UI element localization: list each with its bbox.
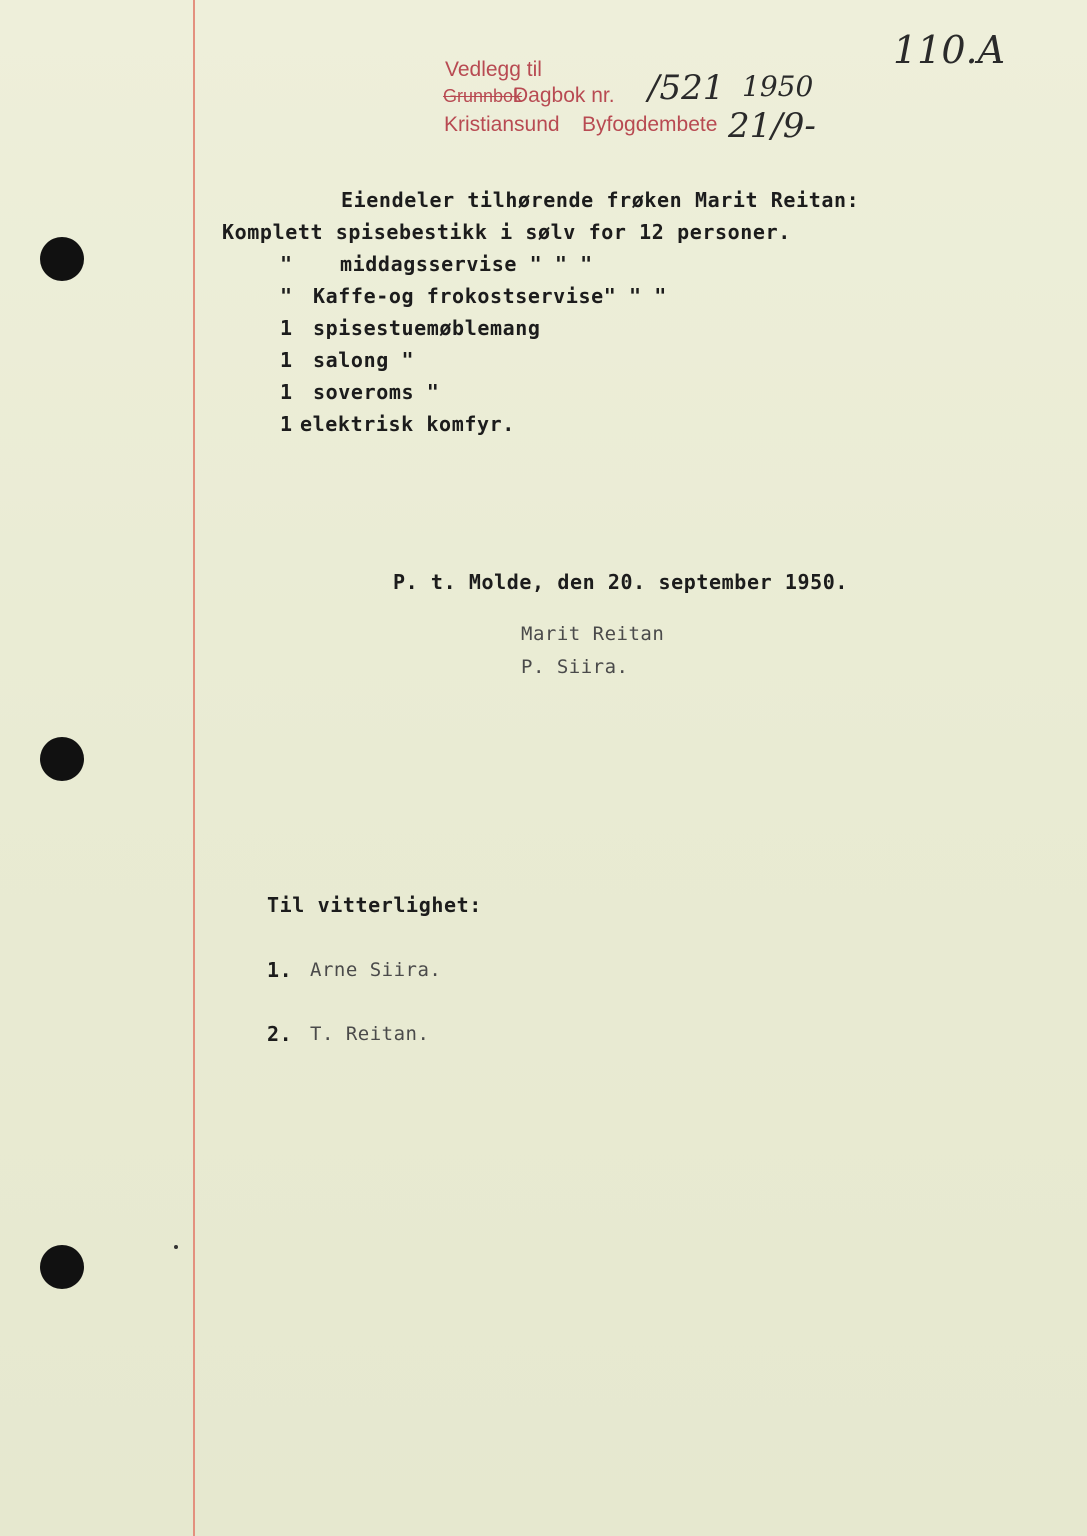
item-qty: " [280,284,293,308]
ink-speck [174,1245,178,1249]
signature-name: Marit Reitan [521,623,665,645]
stamp-vedlegg-til: Vedlegg til [445,58,542,81]
item-qty: 1 [280,412,293,436]
item-text: soveroms " [313,380,440,404]
punch-hole [40,737,84,781]
item-text: middagsservise " " " [340,252,593,276]
first-item-line: Komplett spisebestikk i sølv for 12 personer. [222,220,791,244]
item-qty: 1 [280,380,293,404]
punch-hole [40,1245,84,1289]
stamp-dagbok-label: Dagbok nr. [513,84,615,107]
place-date-line: P. t. Molde, den 20. september 1950. [393,570,849,594]
item-text: spisestuemøblemang [313,316,541,340]
item-qty: 1 [280,316,293,340]
punch-hole [40,237,84,281]
handwritten-date: 21/9- [728,106,816,146]
item-text: salong " [313,348,415,372]
witness-number: 1. [267,958,293,982]
handwritten-dagbok-number: /521 [648,68,725,108]
document-heading: Eiendeler tilhørende frøken Marit Reitan: [341,188,860,212]
handwritten-year: 1950 [742,70,814,103]
handwritten-folio: 110.A [893,28,1006,72]
witness-heading: Til vitterlighet: [267,893,482,917]
stamp-struck-word: Grunnbok [443,86,523,106]
red-margin-line [193,0,195,1536]
signature-name: P. Siira. [521,656,629,678]
stamp-kristiansund: Kristiansund [444,113,560,136]
witness-number: 2. [267,1022,293,1046]
stamp-byfogdembete: Byfogdembete [582,113,718,136]
item-qty: " [280,252,293,276]
item-text: Kaffe-og frokostservise" " " [313,284,667,308]
witness-name: Arne Siira. [310,959,442,981]
witness-name: T. Reitan. [310,1023,430,1045]
item-text: elektrisk komfyr. [300,412,515,436]
item-qty: 1 [280,348,293,372]
